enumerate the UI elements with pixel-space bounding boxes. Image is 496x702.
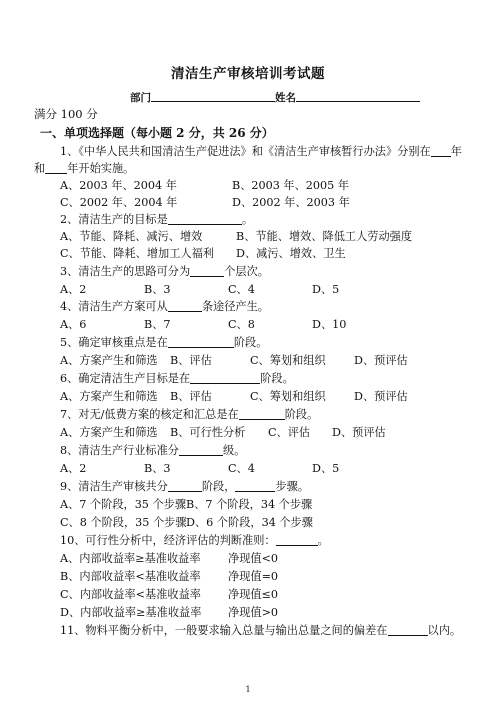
option-row: A、7 个阶段，35 个步骤B、7 个阶段，34 个步骤 [60,498,313,511]
full-score: 满分 100 分 [34,107,98,121]
option-row: A、2 B、3 C、4 D、5 [60,283,340,296]
dept-blank[interactable] [151,91,275,102]
name-blank[interactable] [296,91,420,102]
option-row: A、节能、降耗、减污、增效 B、节能、增效、降低工人劳动强度 [60,230,413,243]
question-3: 3、清洁生产的思路可分为 个层次。 [60,265,269,278]
answer-blank[interactable] [168,213,242,225]
option-row: A、2 B、3 C、4 D、5 [60,462,340,475]
name-label: 姓名 [275,92,296,104]
answer-blank[interactable] [168,480,202,492]
answer-blank[interactable] [239,408,285,420]
question-1-cont: 和 年开始实施。 [34,162,135,175]
question-4: 4、清洁生产方案可从 条途径产生。 [60,300,269,313]
option-row: D、内部收益率≥基准收益率 净现值>0 [60,606,279,619]
option-row: C、节能、降耗、增加工人福利 D、减污、增效、卫生 [60,247,346,260]
option-row: C、内部收益率<基准收益率 净现值≤0 [60,588,279,601]
answer-blank[interactable] [190,372,260,384]
question-6: 6、确定清洁生产目标是在 阶段。 [60,372,294,385]
question-10: 10、可行性分析中，经济评估的判断准则： 。 [60,534,329,547]
page-number: 1 [245,685,251,694]
answer-blank[interactable] [179,444,223,456]
question-5: 5、确定审核重点是在 阶段。 [60,336,268,349]
page-title: 清洁生产审核培训考试题 [171,66,325,82]
option-row: A、方案产生和筛选 B、可行性分析 C、评估 D、预评估 [60,426,386,439]
header-fields [130,90,420,105]
option-row: A、方案产生和筛选 B、评估 C、筹划和组织 D、预评估 [60,354,408,367]
question-2: 2、清洁生产的目标是 。 [60,213,254,226]
answer-blank[interactable] [235,480,275,492]
option-row: A、内部收益率≥基准收益率 净现值<0 [60,552,279,565]
answer-blank[interactable] [388,624,428,636]
question-9: 9、清洁生产审核共分 阶段， 步骤。 [60,480,309,493]
answer-blank[interactable] [45,162,67,174]
option-row: B、内部收益率<基准收益率 净现值=0 [60,570,279,583]
option-row: A、6 B、7 C、8 D、10 [60,318,347,331]
answer-blank[interactable] [168,336,234,348]
option-row: C、8 个阶段，35 个步骤D、6 个阶段，34 个步骤 [60,516,313,529]
answer-blank[interactable] [168,300,202,312]
dept-label: 部门 [130,92,151,104]
question-8: 8、清洁生产行业标准分 级。 [60,444,246,457]
section-heading: 一、单项选择题（每小题 2 分，共 26 分） [40,126,274,140]
option-row: A、方案产生和筛选 B、评估 C、筹划和组织 D、预评估 [60,390,408,403]
question-7: 7、对无/低费方案的核定和汇总是在 阶段。 [60,408,319,421]
question-11: 11、物料平衡分析中，一般要求输入总量与输出总量之间的偏差在 以内。 [60,624,462,637]
question-1: 1、《中华人民共和国清洁生产促进法》和《清洁生产审核暂行办法》分别在 年 [60,145,462,158]
answer-blank[interactable] [190,265,224,277]
answer-blank[interactable] [431,145,451,157]
option-row: A、2003 年、2004 年 B、2003 年、2005 年 [60,179,350,192]
answer-blank[interactable] [276,534,318,546]
option-row: C、2002 年、2004 年 D、2002 年、2003 年 [60,196,350,209]
